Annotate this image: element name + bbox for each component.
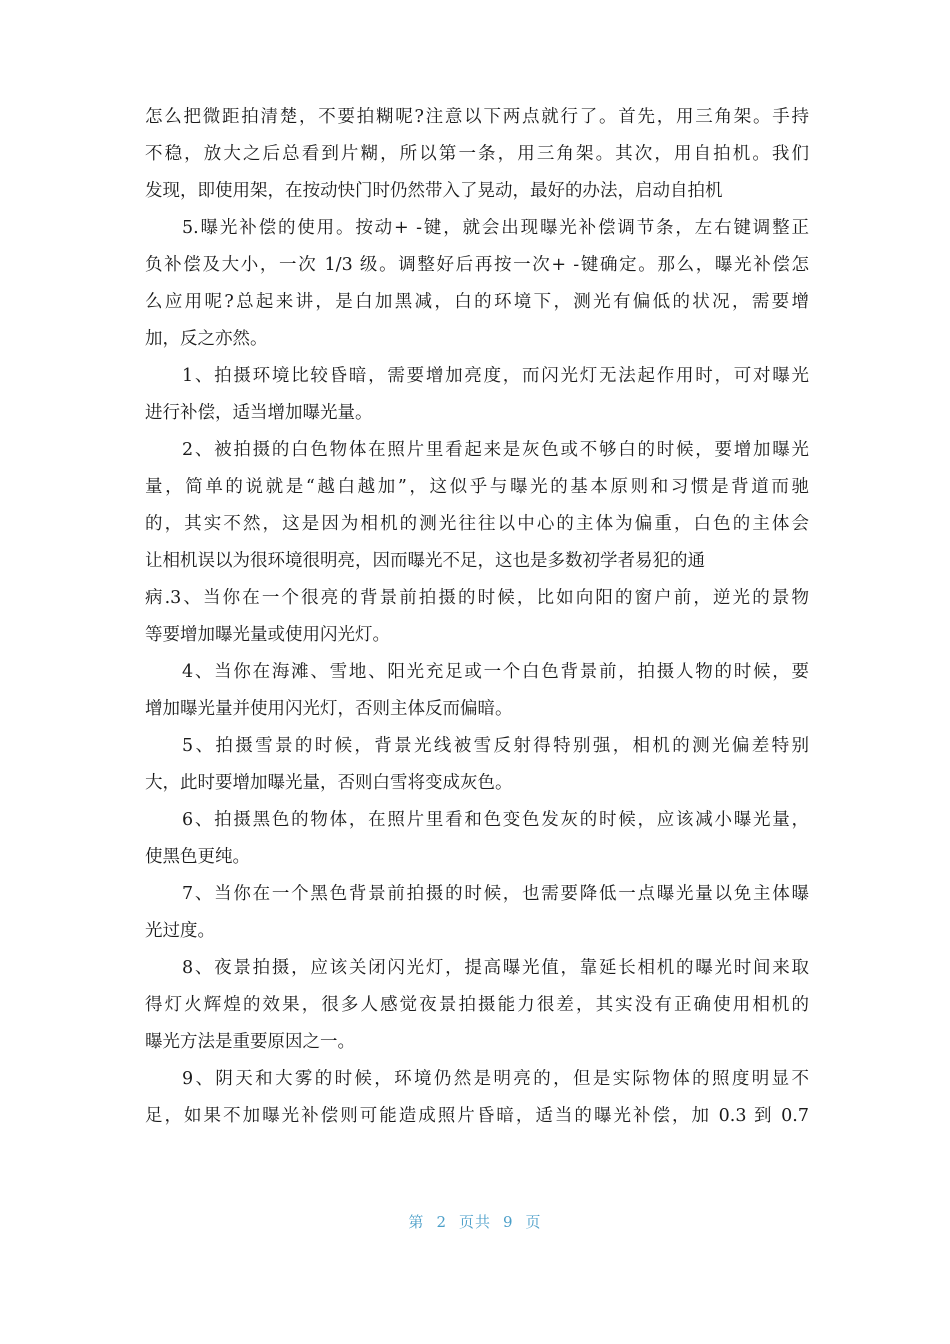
text-line: 发现，即使用架，在按动快门时仍然带入了晃动，最好的办法，启动自拍机 — [145, 181, 723, 201]
text-line: 增加曝光量并使用闪光灯，否则主体反而偏暗。 — [145, 699, 513, 719]
text-line: 1、拍摄环境比较昏暗，需要增加亮度，而闪光灯无法起作用时，可对曝光 — [182, 366, 809, 386]
text-line: 9、阴天和大雾的时候，环境仍然是明亮的，但是实际物体的照度明显不 — [182, 1069, 809, 1089]
footer-prefix: 第 — [408, 1213, 425, 1231]
text-line: 光过度。 — [145, 921, 215, 941]
text-line: 曝光方法是重要原因之一。 — [145, 1032, 355, 1052]
text-line: 7、当你在一个黑色背景前拍摄的时候，也需要降低一点曝光量以免主体曝 — [182, 884, 809, 904]
footer-page-number: 2 — [436, 1213, 447, 1231]
footer-suffix: 页 — [525, 1213, 542, 1231]
page-footer — [0, 1211, 950, 1232]
text-line: 不稳，放大之后总看到片糊，所以第一条，用三角架。其次，用自拍机。我们 — [145, 144, 809, 164]
footer-middle: 页共 — [458, 1213, 491, 1231]
text-line: 5.曝光补偿的使用。按动+ -键，就会出现曝光补偿调节条，左右键调整正 — [182, 218, 809, 238]
text-line: 4、当你在海滩、雪地、阳光充足或一个白色背景前，拍摄人物的时候，要 — [182, 662, 809, 682]
text-line: 足，如果不加曝光补偿则可能造成照片昏暗，适当的曝光补偿，加 0.3 到 0.7 — [145, 1106, 809, 1126]
text-line: 6、拍摄黑色的物体，在照片里看和色变色发灰的时候，应该减小曝光量， — [182, 810, 809, 830]
footer-total-pages: 9 — [503, 1213, 514, 1231]
text-line: 加，反之亦然。 — [145, 329, 268, 349]
text-line: 8、夜景拍摄，应该关闭闪光灯，提高曝光值，靠延长相机的曝光时间来取 — [182, 958, 809, 978]
text-line: 大，此时要增加曝光量，否则白雪将变成灰色。 — [145, 773, 513, 793]
text-line: 的，其实不然，这是因为相机的测光往往以中心的主体为偏重，白色的主体会 — [145, 514, 809, 534]
text-line: 负补偿及大小，一次 1/3 级。调整好后再按一次+ -键确定。那么，曝光补偿怎 — [145, 255, 809, 275]
text-line: 进行补偿，适当增加曝光量。 — [145, 403, 373, 423]
text-line: 让相机误以为很环境很明亮，因而曝光不足，这也是多数初学者易犯的通 — [145, 551, 705, 571]
text-line: 2、被拍摄的白色物体在照片里看起来是灰色或不够白的时候，要增加曝光 — [182, 440, 809, 460]
text-line: 病.3、当你在一个很亮的背景前拍摄的时候，比如向阳的窗户前，逆光的景物 — [145, 588, 809, 608]
document-body — [145, 99, 809, 1135]
text-line: 量，简单的说就是“越白越加”，这似乎与曝光的基本原则和习惯是背道而驰 — [145, 477, 809, 497]
text-line: 5、拍摄雪景的时候，背景光线被雪反射得特别强，相机的测光偏差特别 — [182, 736, 809, 756]
text-line: 得灯火辉煌的效果，很多人感觉夜景拍摄能力很差，其实没有正确使用相机的 — [145, 995, 809, 1015]
text-line: 怎么把微距拍清楚，不要拍糊呢?注意以下两点就行了。首先，用三角架。手持 — [145, 107, 809, 127]
text-line: 等要增加曝光量或使用闪光灯。 — [145, 625, 390, 645]
text-line: 么应用呢?总起来讲，是白加黑减，白的环境下，测光有偏低的状况，需要增 — [145, 292, 809, 312]
text-line: 使黑色更纯。 — [145, 847, 250, 867]
